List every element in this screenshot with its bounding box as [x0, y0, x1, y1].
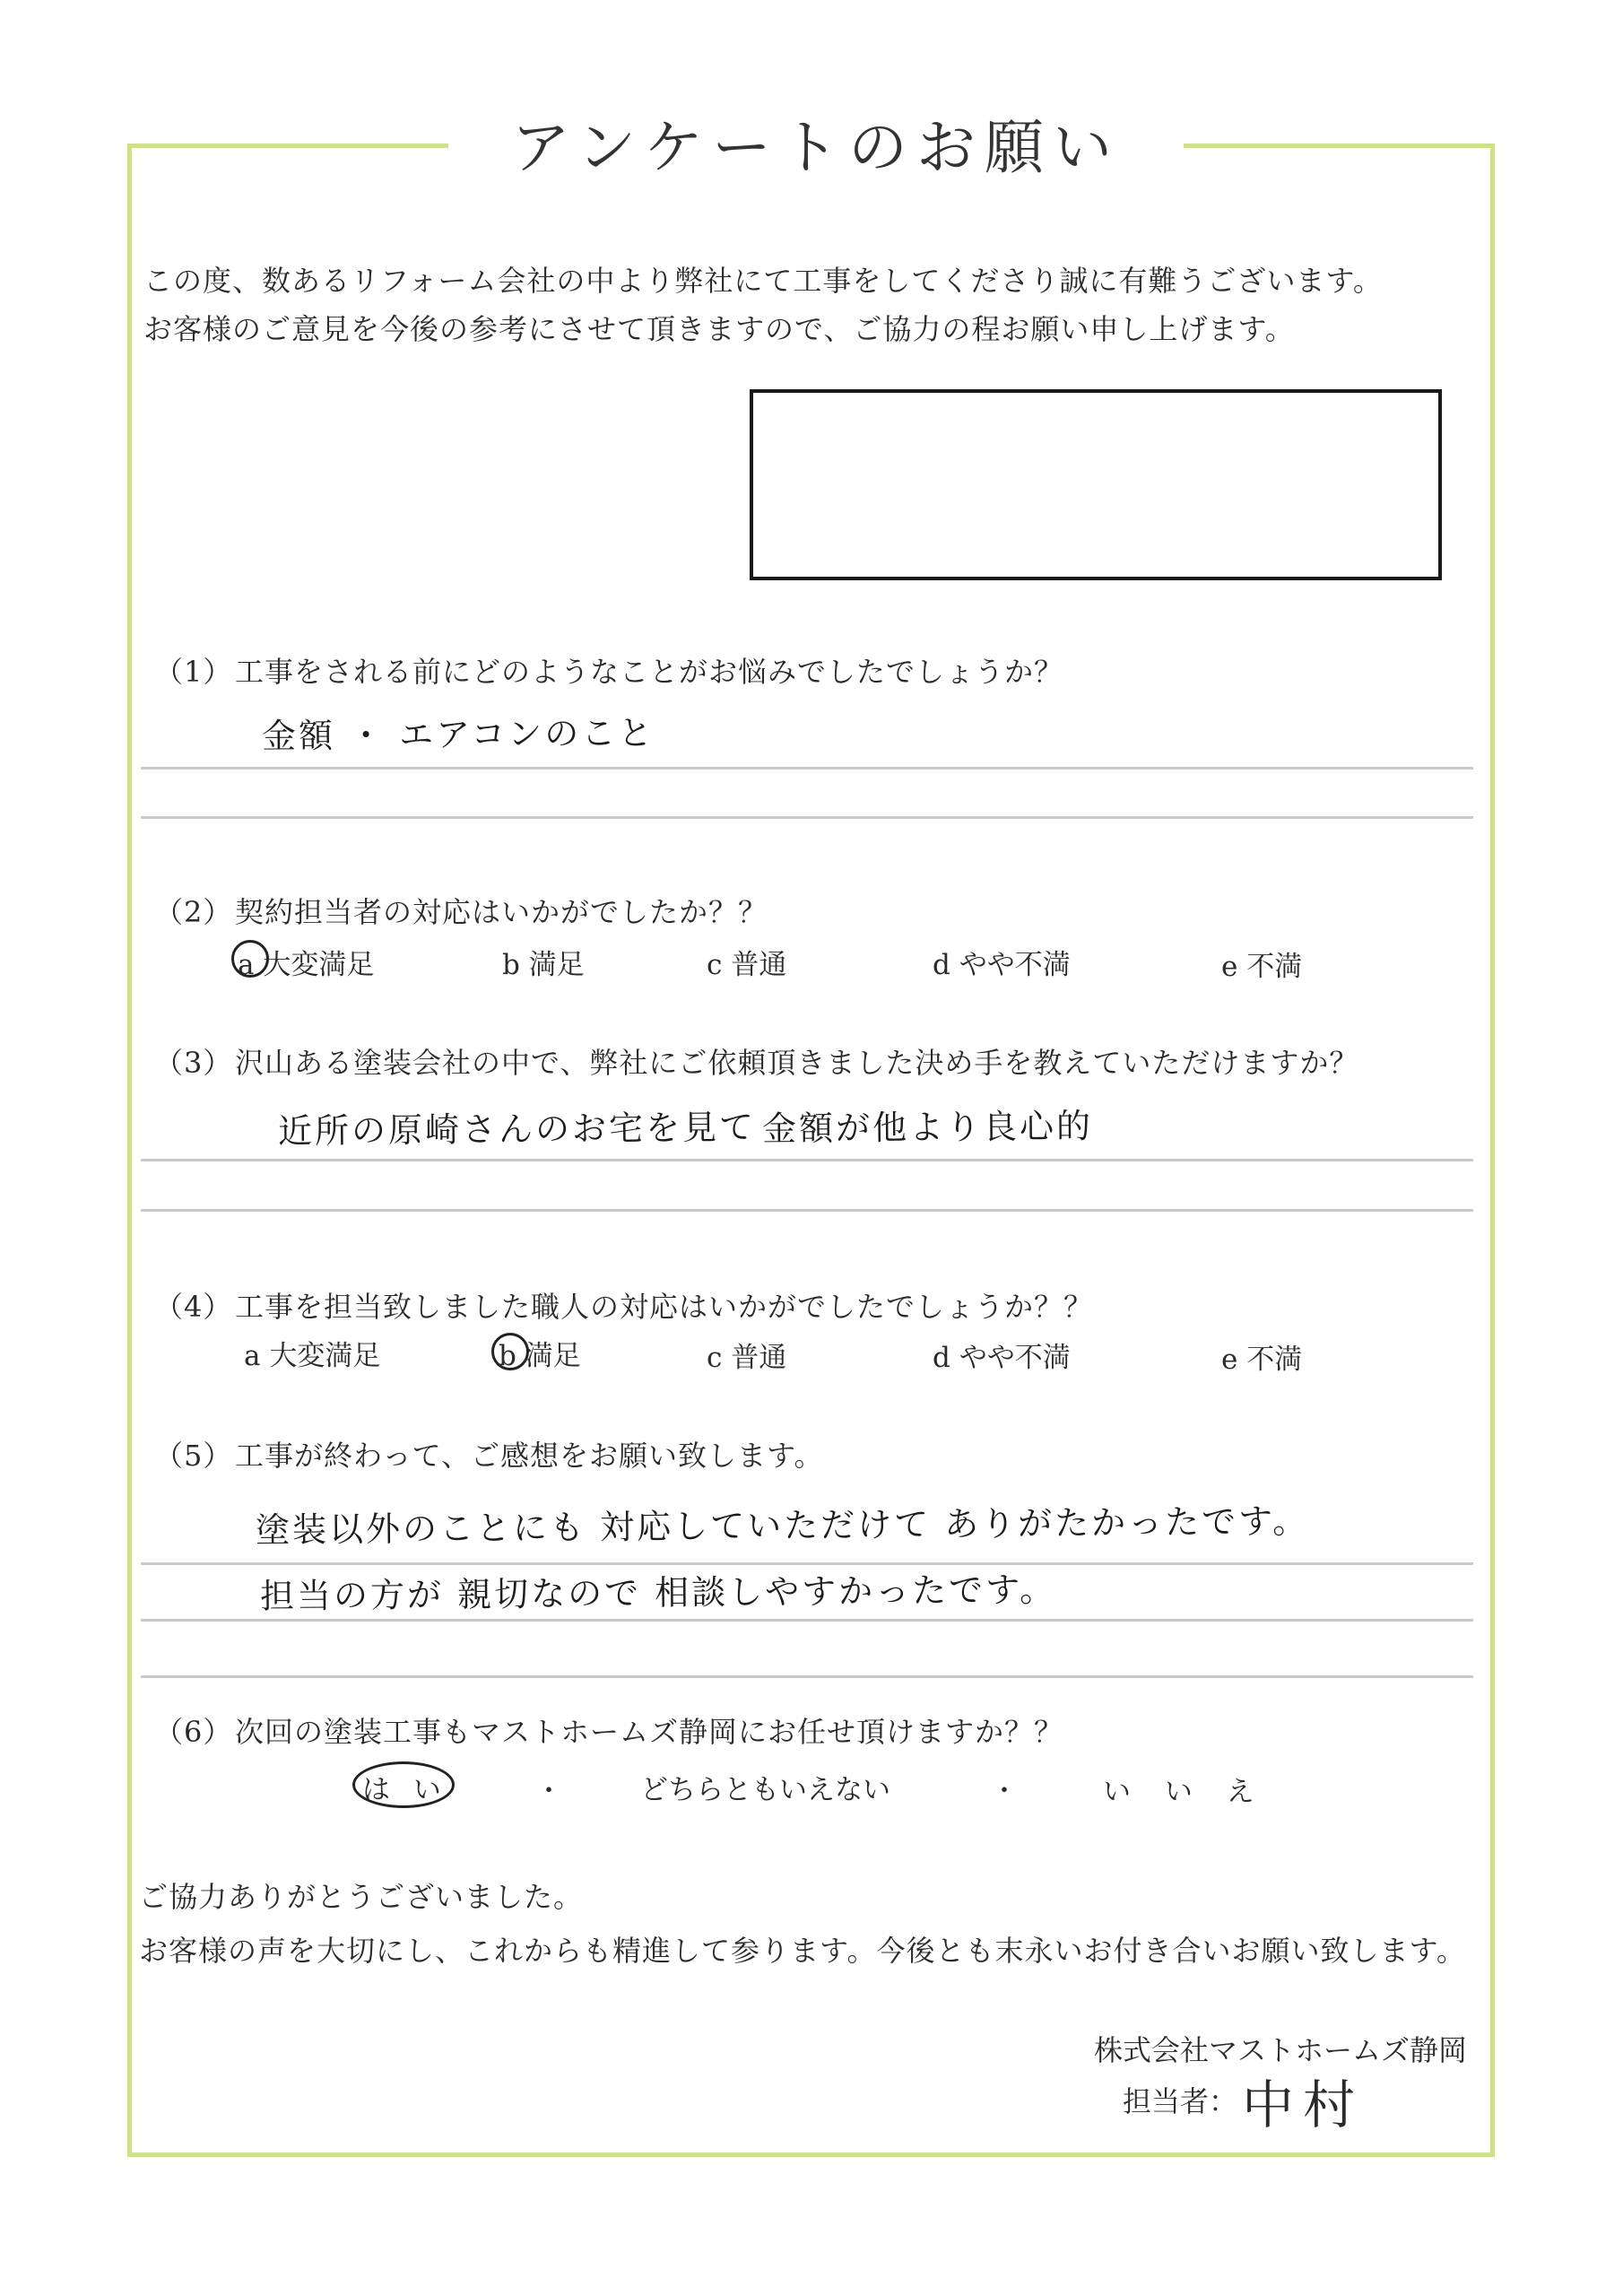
intro-line-2: お客様のご意見を今後の参考にさせて頂きますので、ご協力の程お願い申し上げます。 [143, 312, 1295, 346]
staff-name: 中村 [1242, 2074, 1365, 2135]
answer-rule [141, 816, 1473, 819]
closing-line-1: ご協力ありがとうございました。 [139, 1880, 584, 1914]
staff-label: 担当者： [1123, 2084, 1238, 2118]
question-3-text: 沢山ある塗装会社の中で、弊社にご依頼頂きました決め手を教えていただけますか？ [235, 1046, 1359, 1080]
q6-option-yes[interactable]: は い [362, 1774, 448, 1806]
q2-option-e[interactable]: e 不満 [1221, 951, 1303, 983]
answer-rule [141, 767, 1473, 770]
answer-rule [141, 1619, 1473, 1622]
option-separator: ・ [991, 1776, 1018, 1807]
q4-option-e[interactable]: e 不満 [1221, 1344, 1303, 1376]
option-separator: ・ [535, 1776, 562, 1807]
question-1-text: 工事をされる前にどのようなことがお悩みでしたでしょうか？ [235, 655, 1064, 689]
q2-option-b[interactable]: b 満足 [502, 949, 585, 981]
question-1 [154, 649, 1063, 691]
q6-option-no[interactable]: い い え [1103, 1776, 1267, 1808]
answer-rule [141, 1209, 1473, 1212]
q2-option-d[interactable]: d やや不満 [933, 949, 1071, 981]
question-3-number: （3） [154, 1046, 233, 1080]
q4-option-b[interactable]: b 満足 [499, 1340, 581, 1372]
q4-option-a[interactable]: a 大変満足 [244, 1340, 381, 1372]
question-5 [154, 1433, 823, 1474]
question-5-answer-line-1: 塗装以外のことにも 対応していただけて ありがたかったです。 [255, 1500, 1310, 1551]
question-2 [154, 890, 768, 931]
question-5-number: （5） [154, 1439, 233, 1473]
customer-name-box [750, 389, 1442, 580]
company-name: 株式会社マストホームズ静岡 [1094, 2033, 1468, 2067]
question-4-number: （4） [154, 1290, 233, 1324]
question-2-text: 契約担当者の対応はいかがでしたか？？ [235, 895, 768, 929]
question-1-number: （1） [154, 655, 233, 689]
question-3-answer-a: 近所の原崎さんのお宅を見て [277, 1107, 757, 1152]
page-title: アンケートのお願い [510, 113, 1122, 182]
q2-option-a[interactable]: a 大変満足 [238, 949, 375, 981]
question-4 [154, 1284, 1093, 1326]
question-1-answer: 金額 ・ エアコンのこと [261, 713, 655, 756]
question-5-text: 工事が終わって、ご感想をお願い致します。 [235, 1439, 824, 1473]
q4-option-c[interactable]: c 普通 [707, 1342, 787, 1374]
question-5-answer-line-2: 担当の方が 親切なので 相談しやすかったです。 [259, 1570, 1057, 1616]
question-3 [154, 1040, 1358, 1082]
q4-option-d[interactable]: d やや不満 [933, 1342, 1071, 1374]
question-3-answer-b: 金額が他より良心的 [761, 1106, 1094, 1149]
question-4-text: 工事を担当致しました職人の対応はいかがでしたでしょうか？？ [235, 1290, 1094, 1324]
answer-rule [141, 1159, 1473, 1161]
answer-rule [141, 1675, 1473, 1678]
question-6-text: 次回の塗装工事もマストホームズ静岡にお任せ頂けますか？？ [235, 1715, 1064, 1749]
question-6-number: （6） [154, 1715, 233, 1749]
q6-option-neither[interactable]: どちらともいえない [640, 1774, 890, 1806]
q2-option-c[interactable]: c 普通 [707, 949, 787, 981]
title-wrap [448, 108, 1184, 188]
intro-line-1: この度、数あるリフォーム会社の中より弊社にて工事をしてくださり誠に有難うございます。 [143, 264, 1383, 298]
question-6 [154, 1709, 1063, 1751]
closing-line-2: お客様の声を大切にし、これからも精進して参ります。今後とも末永いお付き合いお願い致します。 [139, 1934, 1466, 1968]
question-2-number: （2） [154, 895, 233, 929]
